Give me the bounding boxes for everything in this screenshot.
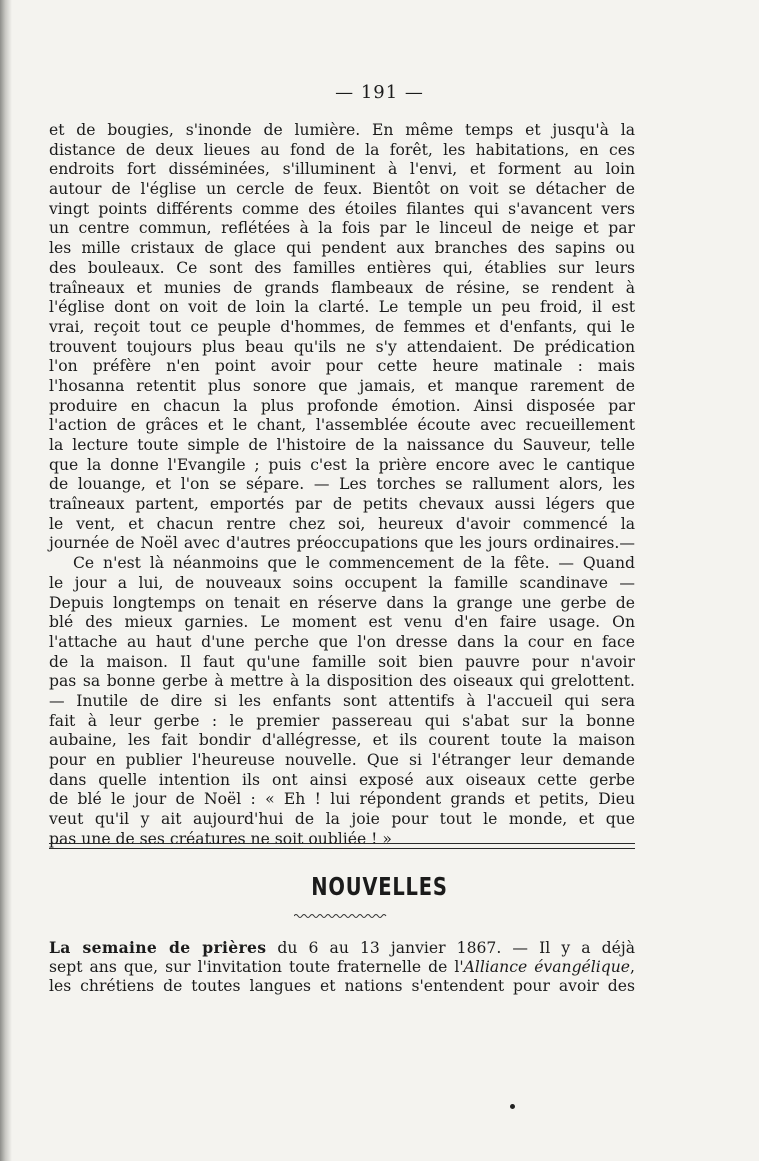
article-line: trouvent toujours plus beau qu'ils ne s'y attendaient. De prédication: [49, 337, 635, 356]
article-line: distance de deux lieues au fond de la forêt, les habitations, en ces: [49, 140, 635, 159]
section-title: NOUVELLES: [311, 872, 448, 901]
article-line: l'église dont on voit de loin la clarté. Le temple un peu froid, il est: [49, 298, 635, 317]
article-line: traîneaux et munies de grands flambeaux de résine, se rendent à: [49, 278, 635, 297]
news-italic-alliance: Alliance évangélique: [463, 957, 631, 976]
article-line: — Inutile de dire si les enfants sont attentifs à l'accueil qui sera: [49, 691, 635, 710]
article-line: pas une de ses créatures ne soit oubliée ! »: [49, 829, 392, 848]
article-line: journée de Noël avec d'autres préoccupations que les jours ordinaires.—: [49, 534, 635, 553]
article-line: traîneaux partent, emportés par de petits chevaux aussi légers que: [49, 495, 635, 514]
article-line: le jour a lui, de nouveaux soins occupent la famille scandinave —: [49, 573, 635, 592]
article-line: aubaine, les fait bondir d'allégresse, et ils courent toute la maison: [49, 731, 635, 750]
news-run-in-heading: La semaine de prières: [49, 938, 267, 957]
article-line: l'on préfère n'en point avoir pour cette heure matinale : mais: [49, 357, 635, 376]
article-line: la lecture toute simple de l'histoire de la naissance du Sauveur, telle: [49, 436, 635, 454]
news-line-2-end: ,: [630, 957, 635, 976]
article-line: l'hosanna retentit plus sonore que jamais, et manque rarement de: [49, 376, 635, 395]
article-line: l'action de grâces et le chant, l'assemblée écoute avec recueillement: [49, 416, 635, 435]
article-line: fait à leur gerbe : le premier passereau qui s'abat sur la bonne: [49, 711, 635, 730]
article-body: [49, 121, 635, 849]
section-divider: [49, 843, 635, 849]
article-line: pour en publier l'heureuse nouvelle. Que si l'étranger leur demande: [49, 751, 635, 769]
article-line: vrai, reçoit tout ce peuple d'hommes, de femmes et d'enfants, qui le: [49, 317, 635, 336]
article-line: veut qu'il y ait aujourd'hui de la joie pour tout le monde, et que: [49, 810, 635, 829]
article-line: blé des mieux garnies. Le moment est venu d'en faire usage. On: [49, 613, 635, 632]
article-line: endroits fort disséminées, s'illuminent à l'envi, et forment au loin: [49, 160, 635, 179]
article-line: de louange, et l'on se sépare. — Les torches se rallument alors, les: [49, 475, 635, 494]
article-line: pas sa bonne gerbe à mettre à la disposition des oiseaux qui grelottent.: [49, 672, 635, 691]
page-edge-shadow: [0, 0, 12, 1161]
article-line: de blé le jour de Noël : « Eh ! lui répondent grands et petits, Dieu: [49, 790, 635, 809]
article-line: et de bougies, s'inonde de lumière. En même temps et jusqu'à la: [49, 121, 635, 139]
news-line-2: [49, 958, 635, 978]
article-line: les mille cristaux de glace qui pendent aux branches des sapins ou: [49, 239, 635, 258]
article-line: produire en chacun la plus profonde émotion. Ainsi disposée par: [49, 396, 635, 415]
page-number: — 191 —: [335, 82, 424, 103]
article-line: le vent, et chacun rentre chez soi, heureux d'avoir commencé la: [49, 514, 635, 533]
news-body: [49, 938, 635, 997]
ornament-squiggle: [294, 913, 388, 919]
news-line-3: les chrétiens de toutes langues et nations s'entendent pour avoir des: [49, 977, 635, 996]
article-line: l'attache au haut d'une perche que l'on dresse dans la cour en face: [49, 632, 635, 651]
article-line: vingt points différents comme des étoiles filantes qui s'avancent vers: [49, 199, 635, 218]
ink-speck: [510, 1104, 515, 1109]
article-line: un centre commun, reflétées à la fois par le linceul de neige et par: [49, 219, 635, 238]
news-line-1-text: du 6 au 13 janvier 1867. — Il y a déjà: [266, 939, 635, 957]
article-line: Depuis longtemps on tenait en réserve dans la grange une gerbe de: [49, 593, 635, 612]
news-line-2-text: sept ans que, sur l'invitation toute fraternelle de l': [49, 957, 464, 976]
article-line: des bouleaux. Ce sont des familles entières qui, établies sur leurs: [49, 258, 635, 277]
article-line: de la maison. Il faut qu'une famille soit bien pauvre pour n'avoir: [49, 652, 635, 671]
article-line: que la donne l'Evangile ; puis c'est la prière encore avec le cantique: [49, 455, 635, 474]
article-line: autour de l'église un cercle de feux. Bientôt on voit se détacher de: [49, 180, 635, 199]
article-line: Ce n'est là néanmoins que le commencement de la fête. — Quand: [73, 554, 635, 573]
article-line: dans quelle intention ils ont ainsi exposé aux oiseaux cette gerbe: [49, 770, 635, 789]
news-line-1: [49, 938, 635, 958]
